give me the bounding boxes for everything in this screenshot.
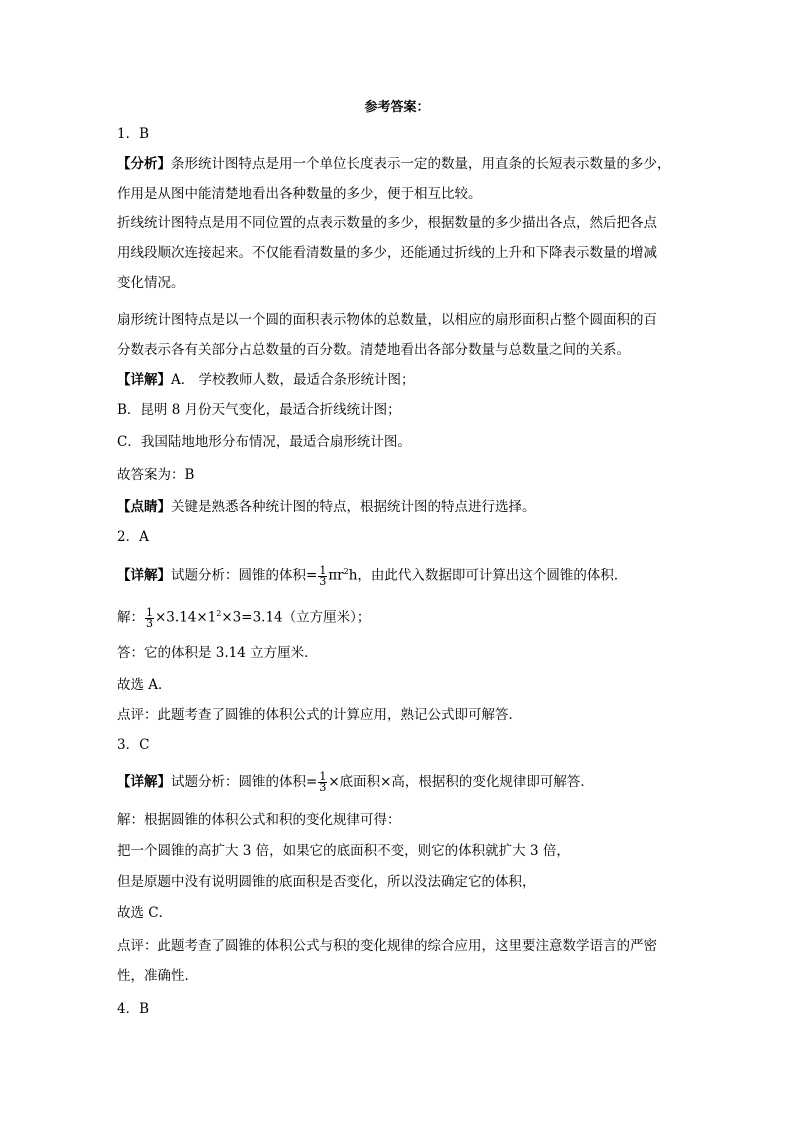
page-title: 参考答案： (364, 100, 430, 115)
point-label: 【点睛】 (117, 499, 171, 515)
exponent: 2 (343, 567, 349, 576)
q1-analysis-line1 (117, 154, 687, 174)
detail-label: 【详解】 (117, 774, 171, 790)
q3-comment-line1: 点评：此题考查了圆锥的体积公式与积的变化规律的综合应用，这里要注意数学语言的严密 (117, 938, 657, 954)
q1-detail-a (117, 370, 687, 390)
detail-a-text: A． 学校教师人数，最适合条形统计图； (171, 372, 415, 388)
q3-line1: 把一个圆锥的高扩大 3 倍，如果它的底面积不变，则它的体积就扩大 3 倍， (117, 843, 570, 859)
q2-detail (117, 562, 687, 587)
q1-pie-chart-para1: 扇形统计图特点是以一个圆的面积表示物体的总数量，以相应的扇形面积占整个圆面积的百 (117, 312, 657, 328)
q2-choice: 故选 A． (117, 677, 172, 693)
detail-text-pre: 试题分析：圆锥的体积= (171, 774, 318, 790)
q3-solve: 解：根据圆锥的体积公式和积的变化规律可得： (117, 812, 401, 828)
q1-answer: 故答案为：B (117, 467, 195, 483)
exponent: 2 (216, 609, 222, 618)
q1-number: 1．B (117, 126, 150, 142)
solve-expression: ×3.14×1 (155, 609, 217, 626)
detail-text-post: h，由此代入数据即可计算出这个圆锥的体积． (348, 567, 628, 584)
q1-pie-chart-para2: 分数表示各有关部分占总数量的百分数。清楚地看出各部分数量与总数量之间的关系。 (117, 342, 630, 358)
q4-number: 4．B (117, 1001, 150, 1017)
fraction-one-third: $\frac{1}{3}$ (146, 605, 153, 630)
solve-label: 解： (117, 609, 144, 626)
analysis-label: 【分析】 (117, 156, 171, 172)
q1-line-chart-para2: 用线段顺次连接起来。不仅能看清数量的多少，还能通过折线的上升和下降表示数量的增减 (117, 245, 657, 261)
detail-label: 【详解】 (117, 372, 171, 388)
detail-text-post: ×底面积×高，根据积的变化规律即可解答． (328, 774, 594, 790)
q2-solve (117, 604, 687, 629)
point-text: 关键是熟悉各种统计图的特点，根据统计图的特点进行选择。 (171, 499, 536, 515)
formula-pi-r: πr (328, 567, 344, 584)
q3-detail (117, 772, 687, 793)
q1-analysis-line2: 作用是从图中能清楚地看出各种数量的多少，便于相互比较。 (117, 186, 482, 202)
q1-line-chart-para1: 折线统计图特点是用不同位置的点表示数量的多少，根据数量的多少描出各点，然后把各点 (117, 215, 657, 231)
detail-text-pre: 试题分析：圆锥的体积= (171, 567, 318, 584)
q3-comment-line2: 性，准确性． (117, 968, 198, 984)
analysis-text: 条形统计图特点是用一个单位长度表示一定的数量，用直条的长短表示数量的多少， (171, 156, 671, 172)
q1-point (117, 497, 687, 517)
fraction-one-third: $\frac{1}{3}$ (319, 563, 327, 588)
solve-result: ×3=3.14（立方厘米）； (221, 609, 371, 626)
detail-label: 【详解】 (117, 567, 171, 584)
q3-choice: 故选 C． (117, 905, 173, 921)
q2-answer: 答：它的体积是 3.14 立方厘米． (117, 645, 318, 661)
q3-line2: 但是原题中没有说明圆锥的底面积是否变化，所以没法确定它的体积， (117, 874, 536, 890)
q3-number: 3．C (117, 737, 150, 753)
q1-detail-c: C．我国陆地地形分布情况，最适合扇形统计图。 (117, 434, 411, 450)
q2-number: 2．A (117, 529, 149, 545)
q2-comment: 点评：此题考查了圆锥的体积公式的计算应用，熟记公式即可解答． (117, 707, 522, 723)
q1-line-chart-para3: 变化情况。 (117, 275, 185, 291)
q1-detail-b: B．昆明 8 月份天气变化，最适合折线统计图； (117, 402, 401, 418)
fraction-one-third: $\frac{1}{3}$ (319, 770, 327, 794)
